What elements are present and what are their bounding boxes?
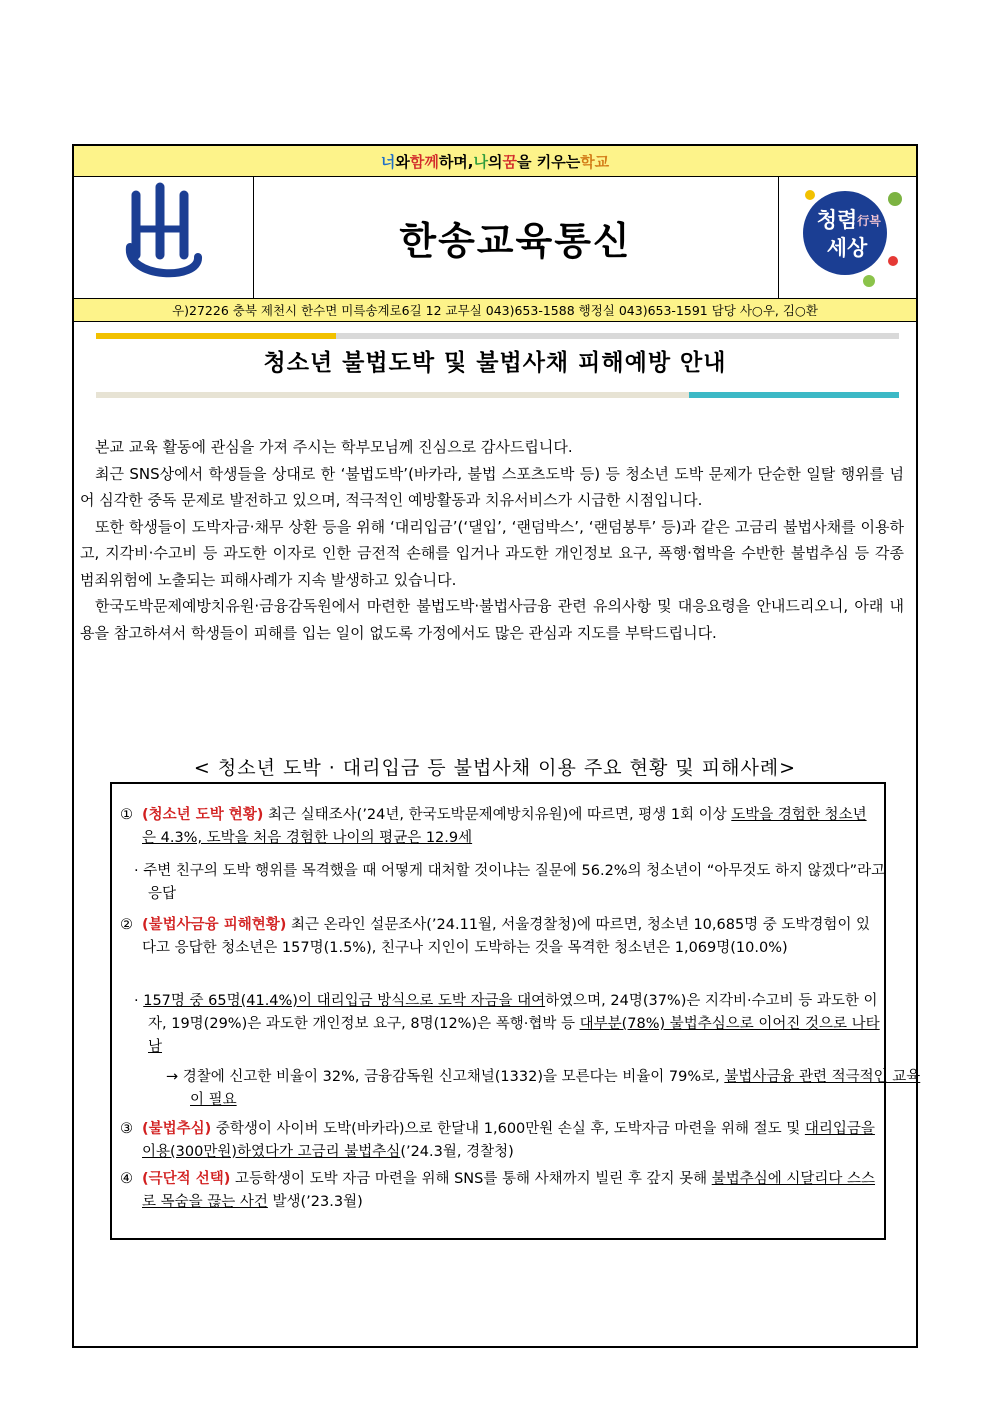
paragraph: 최근 SNS상에서 학생들을 상대로 한 ‘불법도박’(바카라, 불법 스포츠도박 등) 등 청소년 도박 문제가 단순한 일탈 행위를 넘어 심각한 중독 문제로 발전하고 있으며, 적극적인 예방활동과 치유서비스가 시급한 시점입니다. — [80, 464, 904, 509]
case-text-part: 중학생이 사이버 도박(바카라)으로 한달내 1,600만원 손실 후, 도박자금 마련을 위해 절도 및 — [211, 1121, 805, 1137]
case-text-part: 최근 온라인 설문조사(’24.11월, 서울경찰청)에 따르면, 청소년 10,685명 중 도박경험이 있다고 응답한 청소년은 157명(1.5%), 친구나 지인이 도박하는 것을 목격한 청소년은 1,069명(10.0%) — [142, 917, 871, 956]
integrity-badge-icon — [779, 177, 917, 298]
case-item — [120, 1118, 876, 1164]
bar-segment — [96, 392, 689, 398]
school-logo — [74, 177, 254, 298]
case-item — [120, 804, 876, 850]
case-subpoint — [134, 990, 888, 1059]
school-slogan — [74, 146, 916, 177]
bullet: · — [134, 993, 144, 1009]
paragraph: 본교 교육 활동에 관심을 가져 주시는 학부모님께 진심으로 감사드립니다. — [95, 438, 573, 456]
case-item — [120, 914, 876, 960]
case-item — [120, 1168, 876, 1214]
case-text-part: → 경찰에 신고한 비율이 32%, 금융감독원 신고채널(1332)을 모른다는 비율이 79%로, — [166, 1069, 725, 1085]
case-text-underlined: 대부분(78%) 불법추심으로 이어진 것으로 나타남 — [148, 1016, 880, 1055]
badge-word: 行복 — [857, 214, 881, 228]
case-text-part: 고등학생이 도박 자금 마련을 위해 SNS를 통해 사채까지 빌린 후 갚지 못해 — [230, 1171, 712, 1187]
cases-section-title: < 청소년 도박 · 대리입금 등 불법사채 이용 주요 현황 및 피해사례> — [193, 757, 797, 779]
bar-segment — [96, 333, 336, 339]
document-title: 청소년 불법도박 및 불법사채 피해예방 안내 — [263, 350, 727, 376]
integrity-badge — [778, 177, 917, 298]
case-text-part: 하였으며, 24명(37%)은 지각비·수고비 등 과도한 이자, 19명(29%)은 과도한 개인정보 요구, 8명(12%)은 폭행·협박 등 — [148, 993, 878, 1032]
case-text-underlined: 157명 중 65명(41.4%)이 대리입금 방식으로 도박 자금을 대여 — [143, 993, 546, 1009]
case-number: ④ — [120, 1171, 133, 1187]
slogan-part: 학교 — [580, 152, 610, 171]
case-subpoint: · 주변 친구의 도박 행위를 목격했을 때 어떻게 대처할 것이냐는 질문에 56.2%의 청소년이 “아무것도 하지 않겠다”라고 응답 — [134, 863, 886, 902]
case-label: (불법사금융 피해현황) — [142, 917, 287, 933]
case-text-underlined: 대리입금을 이용(300만원)하였다가 고금리 불법추심 — [142, 1121, 875, 1160]
case-text-underlined: 도박을 경험한 청소년은 4.3%, 도박을 처음 경험한 나이의 평균은 12.9세 — [142, 807, 867, 846]
paragraph: 또한 학생들이 도박자금·채무 상환 등을 위해 ‘대리입금’(‘댈입’, ‘랜덤박스’, ‘랜덤봉투’ 등)과 같은 고금리 불법사채를 이용하고, 지각비·수고비 등 과도한 이자로 인한 금전적 손해를 입거나 과도한 개인정보 요구, 폭행·협박을 수반한 불법추심 등 각종 범죄위험에 노출되는 피해사례가 지속 발생하고 있습니다. — [80, 517, 904, 589]
case-text-part: (’24.3월, 경찰청) — [400, 1144, 514, 1160]
badge-word: 세상 — [826, 236, 868, 260]
paragraph: 한국도박문제예방치유원·금융감독원에서 마련한 불법도박·불법사금융 관련 유의사항 및 대응요령을 안내드리오니, 아래 내용을 참고하셔서 학생들이 피해를 입는 일이 없도록 가정에서도 많은 관심과 지도를 부탁드립니다. — [80, 597, 904, 642]
case-number: ① — [120, 807, 133, 823]
case-text-underlined: 불법추심에 시달리다 스스로 목숨을 끊는 사건 — [142, 1171, 876, 1210]
case-text — [142, 804, 876, 850]
slogan-part: 하며, — [438, 152, 474, 171]
case-text-underlined: 불법사금융 관련 적극적인 교육이 필요 — [190, 1069, 921, 1108]
case-text — [142, 1118, 876, 1164]
slogan-part: 너 — [380, 152, 396, 171]
title-bar-top — [96, 333, 899, 339]
case-label: (극단적 선택) — [142, 1171, 231, 1187]
case-label: (불법추심) — [142, 1121, 212, 1137]
slogan-part: 나 — [473, 152, 488, 171]
slogan-part: 와 — [395, 152, 410, 171]
newsletter-frame — [72, 144, 921, 1348]
case-text — [142, 1168, 876, 1214]
newsletter-title: 한송교육통신 — [399, 219, 632, 263]
case-number: ② — [120, 917, 133, 933]
case-text — [142, 914, 876, 960]
case-label: (청소년 도박 현황) — [142, 807, 264, 823]
badge-word: 청렴 — [816, 208, 858, 232]
slogan-part: 함께 — [409, 152, 439, 171]
school-address: 우)27226 충북 제천시 한수면 미륵송계로6길 12 교무실 043)653-1588 행정실 043)653-1591 담당 사○우, 김○환 — [74, 299, 916, 322]
bar-segment — [689, 392, 899, 398]
case-number: ③ — [120, 1121, 133, 1137]
slogan-part: 의 — [488, 152, 503, 171]
cases-box — [110, 782, 921, 1240]
bar-segment — [336, 333, 899, 339]
school-emblem-icon — [74, 177, 253, 298]
intro-body — [80, 434, 904, 646]
case-text-part: 최근 실태조사(’24년, 한국도박문제예방치유원)에 따르면, 평생 1회 이상 — [263, 807, 732, 823]
slogan-part: 을 키우는 — [517, 152, 581, 171]
title-bar-bottom — [96, 392, 899, 398]
slogan-part: 꿈 — [502, 152, 517, 171]
case-arrow-note — [142, 1066, 922, 1112]
masthead — [74, 177, 916, 299]
case-text-part: 발생(’23.3월) — [267, 1194, 363, 1210]
